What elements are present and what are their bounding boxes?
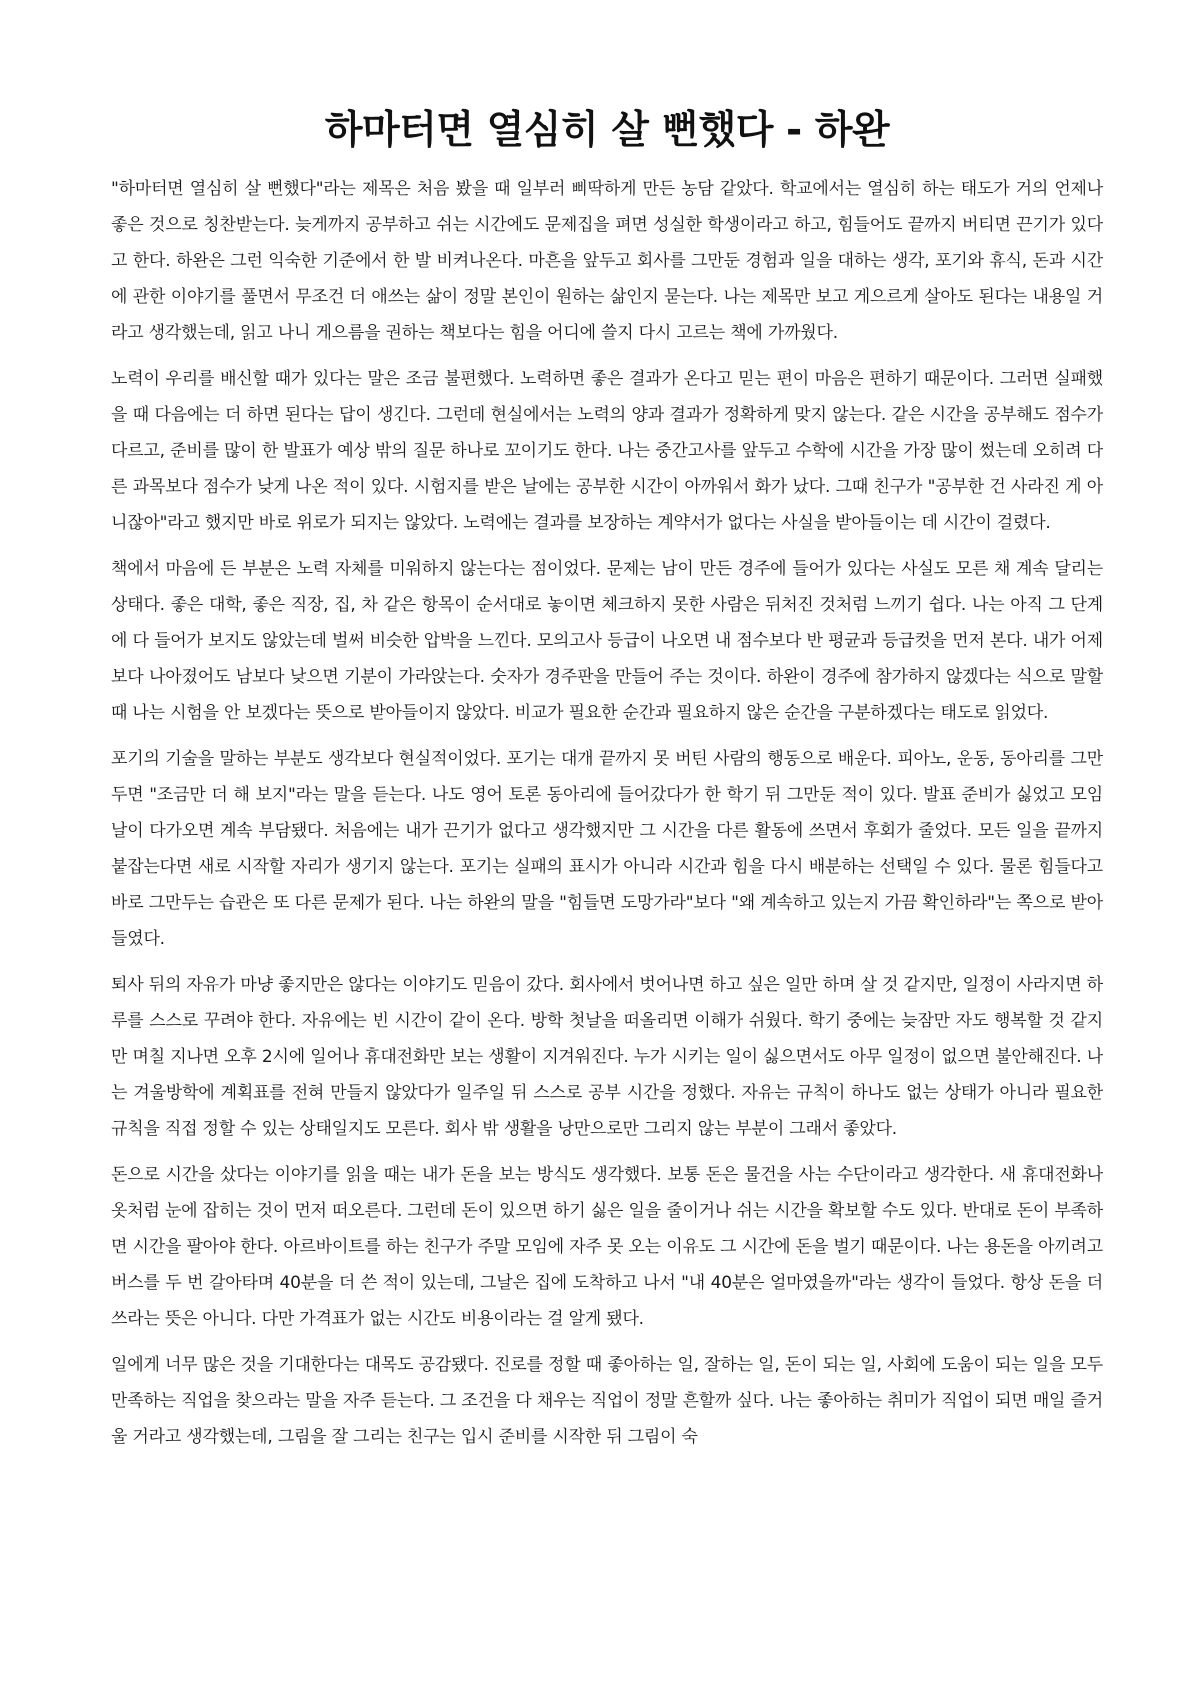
paragraph: 포기의 기술을 말하는 부분도 생각보다 현실적이었다. 포기는 대개 끝까지 못 버틴 사람의 행동으로 배운다. 피아노, 운동, 동아리를 그만두면 "조금만 더 해 보지"라는 말을 듣는다. 나도 영어 토론 동아리에 들어갔다가 한 학기 뒤 그만둔 적이 있다. 발표 준비가 싫었고 모임 날이 다가오면 계속 부담됐다. 처음에는 내가 끈기가 없다고 생각했지만 그 시간을 다른 활동에 쓰면서 후회가 줄었다. 모든 일을 끝까지 붙잡는다면 새로 시작할 자리가 생기지 않는다. 포기는 실패의 표시가 아니라 시간과 힘을 다시 배분하는 선택일 수 있다. 물론 힘들다고 바로 그만두는 습관은 또 다른 문제가 된다. 나는 하완의 말을 "힘들면 도망가라"보다 "왜 계속하고 있는지 가끔 확인하라"는 쪽으로 받아들였다. — [111, 748, 1104, 949]
paragraph: 책에서 마음에 든 부분은 노력 자체를 미워하지 않는다는 점이었다. 문제는 남이 만든 경주에 들어가 있다는 사실도 모른 채 계속 달리는 상태다. 좋은 대학, 좋은 직장, 집, 차 같은 항목이 순서대로 놓이면 체크하지 못한 사람은 뒤처진 것처럼 느끼기 쉽다. 나는 아직 그 단계에 다 들어가 보지도 않았는데 벌써 비슷한 압박을 느낀다. 모의고사 등급이 나오면 내 점수보다 반 평균과 등급컷을 먼저 본다. 내가 어제보다 나아졌어도 남보다 낮으면 기분이 가라앉는다. 숫자가 경주판을 만들어 주는 것이다. 하완이 경주에 참가하지 않겠다는 식으로 말할 때 나는 시험을 안 보겠다는 뜻으로 받아들이지 않았다. 비교가 필요한 순간과 필요하지 않은 순간을 구분하겠다는 태도로 읽었다. — [111, 558, 1103, 723]
paragraph: 돈으로 시간을 샀다는 이야기를 읽을 때는 내가 돈을 보는 방식도 생각했다. 보통 돈은 물건을 사는 수단이라고 생각한다. 새 휴대전화나 옷처럼 눈에 잡히는 것이 먼저 떠오른다. 그런데 돈이 있으면 하기 싫은 일을 줄이거나 쉬는 시간을 확보할 수도 있다. 반대로 돈이 부족하면 시간을 팔아야 한다. 아르바이트를 하는 친구가 주말 모임에 자주 못 오는 이유도 그 시간에 돈을 벌기 때문이다. 나는 용돈을 아끼려고 버스를 두 번 갈아타며 40분을 더 쓴 적이 있는데, 그날은 집에 도착하고 나서 "내 40분은 얼마였을까"라는 생각이 들었다. 항상 돈을 더 쓰라는 뜻은 아니다. 다만 가격표가 없는 시간도 비용이라는 걸 알게 됐다. — [111, 1164, 1103, 1329]
paragraph: 노력이 우리를 배신할 때가 있다는 말은 조금 불편했다. 노력하면 좋은 결과가 온다고 믿는 편이 마음은 편하기 때문이다. 그러면 실패했을 때 다음에는 더 하면 된다는 답이 생긴다. 그런데 현실에서는 노력의 양과 결과가 정확하게 맞지 않는다. 같은 시간을 공부해도 점수가 다르고, 준비를 많이 한 발표가 예상 밖의 질문 하나로 꼬이기도 한다. 나는 중간고사를 앞두고 수학에 시간을 가장 많이 썼는데 오히려 다른 과목보다 점수가 낮게 나온 적이 있다. 시험지를 받은 날에는 공부한 시간이 아까워서 화가 났다. 그때 친구가 "공부한 건 사라진 게 아니잖아"라고 했지만 바로 위로가 되지는 않았다. 노력에는 결과를 보장하는 계약서가 없다는 사실을 받아들이는 데 시간이 걸렸다. — [111, 368, 1103, 533]
document-title: 하마터면 열심히 살 뻔했다 - 하완 — [324, 108, 890, 153]
paragraph: 일에게 너무 많은 것을 기대한다는 대목도 공감됐다. 진로를 정할 때 좋아하는 일, 잘하는 일, 돈이 되는 일, 사회에 도움이 되는 일을 모두 만족하는 직업을 찾으라는 말을 자주 듣는다. 그 조건을 다 채우는 직업이 정말 흔할까 싶다. 나는 좋아하는 취미가 직업이 되면 매일 즐거울 거라고 생각했는데, 그림을 잘 그리는 친구는 입시 준비를 시작한 뒤 그림이 숙 — [111, 1354, 1103, 1447]
paragraph: "하마터면 열심히 살 뻔했다"라는 제목은 처음 봤을 때 일부러 삐딱하게 만든 농담 같았다. 학교에서는 열심히 하는 태도가 거의 언제나 좋은 것으로 칭찬받는다. 늦게까지 공부하고 쉬는 시간에도 문제집을 펴면 성실한 학생이라고 하고, 힘들어도 끝까지 버티면 끈기가 있다고 한다. 하완은 그런 익숙한 기준에서 한 발 비켜나온다. 마흔을 앞두고 회사를 그만둔 경험과 일을 대하는 생각, 포기와 휴식, 돈과 시간에 관한 이야기를 풀면서 무조건 더 애쓰는 삶이 정말 본인이 원하는 삶인지 묻는다. 나는 제목만 보고 게으르게 살아도 된다는 내용일 거라고 생각했는데, 읽고 나니 게으름을 권하는 책보다는 힘을 어디에 쓸지 다시 고르는 책에 가까웠다. — [111, 178, 1103, 343]
document-body — [111, 171, 1103, 1455]
paragraph: 퇴사 뒤의 자유가 마냥 좋지만은 않다는 이야기도 믿음이 갔다. 회사에서 벗어나면 하고 싶은 일만 하며 살 것 같지만, 일정이 사라지면 하루를 스스로 꾸려야 한다. 자유에는 빈 시간이 같이 온다. 방학 첫날을 떠올리면 이해가 쉬웠다. 학기 중에는 늦잠만 자도 행복할 것 같지만 며칠 지나면 오후 2시에 일어나 휴대전화만 보는 생활이 지겨워진다. 누가 시키는 일이 싫으면서도 아무 일정이 없으면 불안해진다. 나는 겨울방학에 계획표를 전혀 만들지 않았다가 일주일 뒤 스스로 공부 시간을 정했다. 자유는 규칙이 하나도 없는 상태가 아니라 필요한 규칙을 직접 정할 수 있는 상태일지도 모른다. 회사 밖 생활을 낭만으로만 그리지 않는 부분이 그래서 좋았다. — [111, 974, 1103, 1139]
